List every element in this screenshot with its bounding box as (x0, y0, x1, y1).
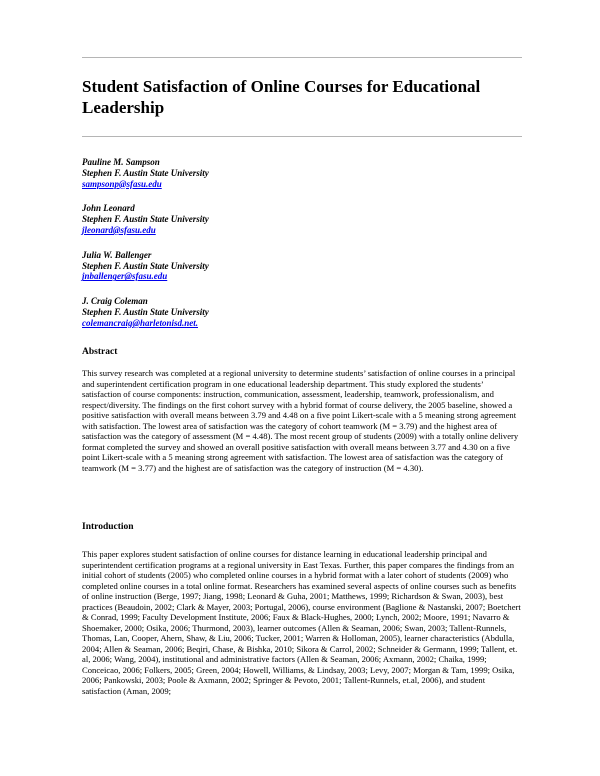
introduction-heading: Introduction (82, 522, 134, 532)
author-email-link[interactable]: jleonard@sfasu.edu (82, 224, 156, 235)
introduction-text: This paper explores student satisfaction of online courses for distance learning in educational leadership principal and superintendent certification programs at a regional university in East Texas. Further, this paper compares the findings from an initial cohort of students (2005) who completed online courses in a hybrid format with a later cohort of students (2009) who completed online courses in a total online format. Researchers has examined several aspects of online courses such as benefits of online instruction (Berge, 1997; Jiang, 1998; Leonard & Guha, 2001; Matthews, 1999; Richardson & Swan, 2003), best practices (Beaudoin, 2002; Clark & Mayer, 2003; Portugal, 2006), course environment (Baglione & Nastanski, 2007; Boetchert & Conrad, 1999; Faculty Development Institute, 2006; Faux & Black-Hughes, 2000; Lynch, 2002; Moore, 1991; Navarro & Shoemaker, 2000; Osika, 2006; Thurmond, 2003), learner outcomes (Allen & Seaman, 2006; Swan, 2003; Tallent-Runnels, Thomas, Lan, Cooper, Ahern, Shaw, & Liu, 2006; Tucker, 2001; Warren & Holloman, 2005), learner characteristics (Abdulla, 2004; Allen & Seaman, 2006; Beqiri, Chase, & Bishka, 2010; Sikora & Carrol, 2002; Schneider & Germann, 1999; Tallent, et. al, 2006; Wang, 2004), institutional and administrative factors (Allen & Seaman, 2006; Axmann, 2002; Chaika, 1999; Conceicao, 2006; Folkers, 2005; Green, 2004; Howell, Williams, & Lindsay, 2003; Levy, 2007; Morgan & Tam, 1999; Osika, 2006; Pankowski, 2003; Poole & Axmann, 2002; Springer & Pevoto, 2001; Tallent-Runnels, et.al, 2006), and student satisfaction (Aman, 2009; (82, 549, 521, 696)
top-divider (82, 57, 522, 58)
author-block (82, 296, 522, 328)
abstract-text: This survey research was completed at a regional university to determine students’ satisfaction of online courses in a principal and superintendent certification program in one educational leadership department. This study explored the students’ satisfaction of course components: instruction, communication, assessment, leadership, teamwork, professionalism, and respect/diversity. The findings on the first cohort survey with a hybrid format of course delivery, the 2005 baseline, showed a positive satisfaction with overall means between 3.79 and 4.48 on a five point Likert-scale with a 5 meaning strong agreement with satisfaction. The lowest area of satisfaction was the category of cohort teamwork (M = 3.79) and the highest area of satisfaction was the category of assessment (M = 4.48). The most recent group of students (2009) with a totally online delivery format completed the survey and showed an overall positive satisfaction with overall means between 3.77 and 4.30 on a five point Likert-scale with a 5 meaning strong agreement with satisfaction. The lowest area of satisfaction was the category of teamwork (M = 3.77) and the highest are of satisfaction was the category of instruction (M = 4.30). (82, 368, 519, 473)
title-divider (82, 136, 522, 137)
author-name: John Leonard (82, 203, 135, 214)
paper-title: Student Satisfaction of Online Courses for Educational Leadership (82, 77, 481, 117)
author-name: J. Craig Coleman (82, 296, 148, 307)
abstract-heading: Abstract (82, 347, 118, 357)
author-email-link[interactable]: colemancraig@harletonisd.net. (82, 317, 198, 328)
author-email-link[interactable]: jnballenger@sfasu.edu (82, 271, 168, 282)
author-block (82, 250, 522, 282)
author-affiliation: Stephen F. Austin State University (82, 167, 209, 178)
author-affiliation: Stephen F. Austin State University (82, 306, 209, 317)
author-email-link[interactable]: sampsonp@sfasu.edu (82, 178, 162, 189)
author-affiliation: Stephen F. Austin State University (82, 214, 209, 225)
author-name: Pauline M. Sampson (82, 157, 160, 167)
author-block (82, 157, 522, 189)
author-list (82, 157, 522, 343)
author-name: Julia W. Ballenger (82, 249, 152, 260)
author-affiliation: Stephen F. Austin State University (82, 260, 209, 271)
author-block (82, 203, 522, 235)
